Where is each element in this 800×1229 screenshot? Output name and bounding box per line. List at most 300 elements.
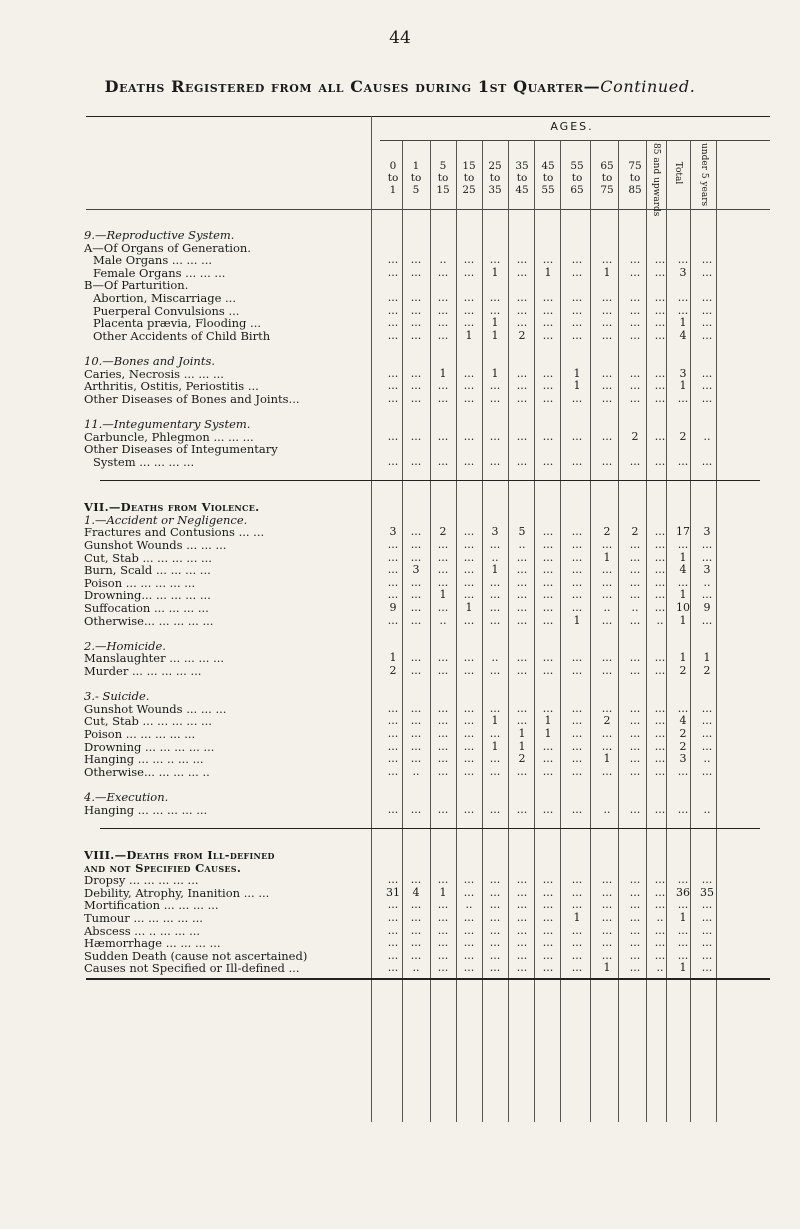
- row-label: VII.—Deaths from Violence.: [84, 500, 260, 515]
- table-cell: ...: [654, 701, 666, 715]
- table-cell: ...: [701, 253, 713, 267]
- table-cell: ...: [516, 898, 528, 912]
- table-cell: ...: [654, 936, 666, 950]
- table-cell: ...: [542, 701, 554, 715]
- row-label: Hanging ... ... ... ... ...: [84, 802, 208, 817]
- table-cell: ...: [571, 454, 583, 468]
- table-cell: ...: [437, 726, 449, 740]
- table-cell: ...: [410, 366, 422, 380]
- table-cell: ...: [601, 588, 613, 602]
- table-cell: ...: [571, 752, 583, 766]
- table-cell: 1: [439, 366, 447, 380]
- table-cell: ...: [516, 948, 528, 962]
- table-cell: ...: [463, 429, 475, 443]
- table-cell: 1: [544, 726, 552, 740]
- table-cell: ...: [654, 752, 666, 766]
- table-cell: ...: [629, 291, 641, 304]
- table-cell: ..: [703, 802, 711, 816]
- table-cell: ...: [387, 910, 399, 924]
- table-cell: ...: [571, 885, 583, 899]
- table-cell: ...: [489, 802, 501, 816]
- table-cell: 4: [412, 885, 420, 899]
- table-cell: 3: [703, 563, 711, 577]
- age-bound: 35: [488, 184, 502, 196]
- table-cell: ...: [601, 910, 613, 924]
- table-cell: ...: [463, 253, 475, 267]
- table-cell: ...: [437, 537, 449, 551]
- table-cell: ...: [542, 575, 554, 589]
- row-label: Poison ... ... ... ... ...: [84, 726, 196, 741]
- table-cell: ...: [437, 303, 449, 317]
- table-cell: ...: [571, 739, 583, 753]
- table-cell: ...: [701, 873, 713, 887]
- table-cell: ...: [437, 936, 449, 950]
- table-cell: ...: [654, 525, 666, 539]
- table-cell: 35: [700, 885, 714, 899]
- age-bound: to: [516, 172, 528, 184]
- table-cell: ...: [629, 316, 641, 330]
- table-cell: ...: [677, 898, 689, 912]
- table-cell: ...: [629, 379, 641, 393]
- table-cell: ..: [439, 613, 447, 627]
- table-cell: ...: [571, 726, 583, 740]
- table-cell: ...: [654, 253, 666, 267]
- table-row: [0, 961, 800, 975]
- table-cell: ...: [629, 537, 641, 551]
- table-cell: ...: [463, 303, 475, 317]
- row-label: Arthritis, Ostitis, Periostitis ...: [84, 379, 259, 394]
- table-cell: 1: [491, 739, 499, 753]
- table-cell: ...: [387, 739, 399, 753]
- table-cell: ...: [629, 923, 641, 937]
- table-cell: ...: [654, 328, 666, 342]
- table-cell: ...: [387, 752, 399, 766]
- table-cell: ...: [387, 429, 399, 443]
- table-cell: ...: [677, 303, 689, 317]
- table-cell: ...: [516, 454, 528, 468]
- table-top-rule: [86, 116, 770, 117]
- table-cell: ...: [516, 303, 528, 317]
- table-cell: ...: [463, 613, 475, 627]
- table-cell: ...: [516, 429, 528, 443]
- table-cell: ...: [542, 429, 554, 443]
- table-cell: ...: [601, 663, 613, 677]
- table-cell: ...: [542, 600, 554, 614]
- table-cell: ...: [701, 454, 713, 468]
- table-cell: 1: [603, 550, 611, 564]
- table-cell: ...: [629, 898, 641, 912]
- table-cell: 2: [679, 739, 687, 753]
- table-cell: ...: [654, 873, 666, 887]
- table-cell: ...: [677, 253, 689, 267]
- row-label: Drowning... ... ... ... ...: [84, 588, 211, 603]
- table-cell: ...: [437, 961, 449, 975]
- table-cell: 3: [389, 525, 397, 539]
- table-cell: ...: [601, 316, 613, 330]
- table-bottom-rule: [86, 978, 770, 980]
- age-bound: 1: [412, 160, 420, 172]
- table-cell: ...: [387, 873, 399, 887]
- age-bound: to: [463, 172, 475, 184]
- table-cell: ...: [654, 948, 666, 962]
- table-cell: 1: [679, 588, 687, 602]
- table-cell: 1: [491, 563, 499, 577]
- age-bound: 45: [515, 184, 529, 196]
- table-cell: ...: [463, 588, 475, 602]
- table-cell: 1: [679, 613, 687, 627]
- table-cell: ...: [463, 948, 475, 962]
- table-cell: ...: [571, 525, 583, 539]
- table-cell: 2: [631, 525, 639, 539]
- table-cell: ...: [601, 764, 613, 778]
- table-cell: 1: [518, 726, 526, 740]
- row-label: System ... ... ... ...: [93, 454, 195, 469]
- row-label: 10.—Bones and Joints.: [84, 354, 216, 368]
- table-cell: ...: [601, 885, 613, 899]
- table-cell: ...: [601, 898, 613, 912]
- table-cell: ...: [629, 802, 641, 816]
- table-cell: ...: [654, 563, 666, 577]
- age-bound: to: [410, 172, 422, 184]
- row-label: Male Organs ... ... ...: [93, 253, 213, 268]
- table-cell: ...: [629, 588, 641, 602]
- table-cell: 9: [389, 600, 397, 614]
- row-label: and not Specified Causes.: [84, 860, 242, 875]
- table-cell: ...: [542, 366, 554, 380]
- table-cell: 1: [679, 316, 687, 330]
- table-cell: ...: [677, 391, 689, 405]
- table-cell: ...: [463, 366, 475, 380]
- table-cell: ...: [387, 379, 399, 393]
- age-column-header: [457, 160, 481, 196]
- table-cell: ...: [387, 898, 399, 912]
- table-cell: ...: [463, 714, 475, 728]
- table-cell: ...: [489, 663, 501, 677]
- table-cell: 1: [603, 752, 611, 766]
- table-cell: ...: [629, 726, 641, 740]
- table-cell: ...: [410, 948, 422, 962]
- table-cell: ...: [654, 885, 666, 899]
- table-cell: ...: [571, 764, 583, 778]
- row-label: Cut, Stab ... ... ... ... ...: [84, 550, 212, 565]
- age-bound: to: [629, 172, 641, 184]
- table-cell: 1: [703, 651, 711, 665]
- table-cell: ...: [516, 575, 528, 589]
- table-cell: ...: [516, 253, 528, 267]
- table-cell: 2: [518, 328, 526, 342]
- age-bound: 5: [439, 160, 447, 172]
- table-cell: ...: [701, 726, 713, 740]
- table-cell: ...: [571, 936, 583, 950]
- row-label: Burn, Scald ... ... ... ...: [84, 563, 211, 578]
- ages-header: AGES.: [550, 120, 594, 133]
- table-cell: ...: [387, 454, 399, 468]
- table-cell: ...: [489, 764, 501, 778]
- table-cell: ..: [656, 910, 664, 924]
- table-cell: ...: [463, 391, 475, 405]
- table-cell: ...: [516, 588, 528, 602]
- table-cell: ...: [410, 303, 422, 317]
- table-cell: ...: [654, 898, 666, 912]
- table-cell: 3: [412, 563, 420, 577]
- table-cell: ...: [410, 663, 422, 677]
- table-cell: ...: [437, 739, 449, 753]
- age-column-header: [564, 160, 590, 196]
- table-cell: 3: [491, 525, 499, 539]
- table-cell: ...: [516, 961, 528, 975]
- table-cell: ...: [542, 873, 554, 887]
- row-label: Causes not Specified or Ill-defined ...: [84, 961, 300, 976]
- table-cell: ...: [437, 898, 449, 912]
- table-cell: ...: [410, 328, 422, 342]
- table-cell: ...: [629, 454, 641, 468]
- header-bottom-rule: [86, 209, 770, 210]
- table-cell: ...: [410, 898, 422, 912]
- table-cell: ...: [463, 802, 475, 816]
- table-cell: ...: [387, 923, 399, 937]
- age-bound: 75: [600, 184, 614, 196]
- table-cell: ...: [601, 303, 613, 317]
- table-cell: ...: [387, 253, 399, 267]
- table-cell: ...: [571, 316, 583, 330]
- table-cell: ...: [463, 379, 475, 393]
- table-cell: ...: [571, 701, 583, 715]
- table-cell: ...: [489, 303, 501, 317]
- table-cell: ...: [516, 936, 528, 950]
- table-cell: 1: [465, 600, 473, 614]
- table-cell: ...: [542, 379, 554, 393]
- table-cell: ...: [629, 366, 641, 380]
- table-cell: ...: [463, 537, 475, 551]
- table-cell: ...: [463, 663, 475, 677]
- table-cell: ...: [437, 291, 449, 304]
- table-cell: ...: [463, 651, 475, 665]
- table-cell: ...: [701, 366, 713, 380]
- table-cell: ...: [463, 885, 475, 899]
- table-cell: ...: [654, 600, 666, 614]
- table-cell: ...: [437, 802, 449, 816]
- row-label: Otherwise... ... ... ... ..: [84, 764, 210, 779]
- table-cell: ...: [601, 537, 613, 551]
- row-label: Other Accidents of Child Birth: [93, 328, 271, 343]
- table-cell: ...: [542, 253, 554, 267]
- table-cell: ...: [387, 936, 399, 950]
- table-cell: ...: [387, 764, 399, 778]
- age-bound: 85: [628, 184, 642, 196]
- table-cell: ...: [571, 948, 583, 962]
- age-bound: to: [489, 172, 501, 184]
- table-cell: ...: [601, 291, 613, 304]
- table-cell: ...: [542, 613, 554, 627]
- table-cell: ...: [629, 575, 641, 589]
- table-cell: ...: [701, 764, 713, 778]
- table-cell: ...: [437, 764, 449, 778]
- table-cell: ...: [437, 663, 449, 677]
- table-cell: ...: [410, 316, 422, 330]
- table-cell: 1: [573, 366, 581, 380]
- table-cell: 1: [491, 714, 499, 728]
- table-cell: ...: [601, 936, 613, 950]
- age-column-header: [382, 160, 404, 196]
- table-cell: 1: [491, 316, 499, 330]
- table-cell: ...: [516, 714, 528, 728]
- age-bound: 15: [436, 184, 450, 196]
- table-cell: ...: [701, 303, 713, 317]
- row-label: Hæmorrhage ... ... ... ...: [84, 936, 221, 951]
- age-bound: 1: [389, 184, 397, 196]
- table-cell: ...: [629, 885, 641, 899]
- row-label: Abscess ... .. ... ... ...: [84, 923, 201, 938]
- table-cell: 3: [703, 525, 711, 539]
- table-cell: ...: [437, 265, 449, 279]
- table-cell: ...: [629, 739, 641, 753]
- table-cell: 2: [603, 525, 611, 539]
- table-cell: ...: [571, 253, 583, 267]
- table-cell: ...: [463, 961, 475, 975]
- table-cell: ...: [571, 873, 583, 887]
- table-cell: ...: [629, 910, 641, 924]
- table-cell: ...: [463, 910, 475, 924]
- table-cell: ...: [387, 328, 399, 342]
- row-label: Puerperal Convulsions ...: [93, 303, 240, 318]
- table-cell: 1: [679, 550, 687, 564]
- table-row: [0, 455, 800, 469]
- table-cell: ...: [387, 714, 399, 728]
- table-cell: ...: [571, 600, 583, 614]
- row-label: Manslaughter ... ... ... ...: [84, 651, 225, 666]
- row-label: Drowning ... ... ... ... ...: [84, 739, 215, 754]
- table-cell: ...: [410, 726, 422, 740]
- table-cell: ...: [489, 701, 501, 715]
- table-cell: 1: [389, 651, 397, 665]
- table-cell: ...: [516, 550, 528, 564]
- row-label: Debility, Atrophy, Inanition ... ...: [84, 885, 270, 900]
- table-cell: ...: [629, 253, 641, 267]
- table-cell: ...: [489, 752, 501, 766]
- table-cell: ...: [410, 454, 422, 468]
- row-label: Other Diseases of Integumentary: [84, 442, 278, 457]
- age-bound: 0: [389, 160, 397, 172]
- table-cell: ..: [603, 600, 611, 614]
- table-cell: ...: [489, 936, 501, 950]
- table-cell: 2: [679, 663, 687, 677]
- table-cell: 3: [679, 366, 687, 380]
- row-label: Gunshot Wounds ... ... ...: [84, 701, 227, 716]
- table-cell: ...: [410, 739, 422, 753]
- table-cell: ...: [654, 366, 666, 380]
- table-cell: ...: [571, 663, 583, 677]
- table-cell: ...: [387, 802, 399, 816]
- table-cell: ..: [656, 613, 664, 627]
- table-cell: ...: [387, 316, 399, 330]
- table-cell: ...: [410, 802, 422, 816]
- table-cell: 9: [703, 600, 711, 614]
- table-cell: ...: [571, 714, 583, 728]
- table-cell: ...: [701, 923, 713, 937]
- table-cell: ...: [571, 391, 583, 405]
- table-cell: ...: [677, 873, 689, 887]
- row-label: 1.—Accident or Negligence.: [84, 512, 248, 527]
- table-cell: ...: [654, 575, 666, 589]
- table-cell: ...: [542, 550, 554, 564]
- table-cell: ...: [701, 537, 713, 551]
- table-cell: ...: [542, 752, 554, 766]
- table-cell: ...: [410, 651, 422, 665]
- table-cell: 1: [491, 265, 499, 279]
- table-cell: ...: [516, 764, 528, 778]
- table-cell: ...: [654, 663, 666, 677]
- table-cell: ...: [410, 253, 422, 267]
- table-cell: ...: [387, 701, 399, 715]
- row-label: Tumour ... ... ... ... ...: [84, 910, 203, 925]
- table-cell: ...: [654, 291, 666, 304]
- row-label: B—Of Parturition.: [84, 278, 189, 293]
- table-cell: ...: [489, 391, 501, 405]
- row-label: Otherwise... ... ... ... ...: [84, 613, 214, 628]
- table-cell: ...: [463, 525, 475, 539]
- table-cell: ...: [489, 253, 501, 267]
- table-cell: ...: [542, 303, 554, 317]
- col-under5-header: under 5 years: [699, 143, 709, 207]
- row-label: Poison ... ... ... ... ...: [84, 575, 196, 590]
- table-cell: ...: [542, 391, 554, 405]
- table-cell: ...: [410, 575, 422, 589]
- table-cell: ...: [387, 366, 399, 380]
- table-cell: ...: [654, 454, 666, 468]
- table-cell: ...: [701, 391, 713, 405]
- table-cell: 3: [679, 265, 687, 279]
- row-label: Placenta prævia, Flooding ...: [93, 316, 262, 331]
- table-cell: ..: [412, 764, 420, 778]
- table-cell: ...: [701, 739, 713, 753]
- table-cell: ...: [542, 936, 554, 950]
- table-cell: ...: [654, 739, 666, 753]
- table-cell: ...: [463, 316, 475, 330]
- table-cell: ...: [542, 291, 554, 304]
- table-cell: 1: [544, 714, 552, 728]
- table-cell: ...: [387, 550, 399, 564]
- table-cell: ...: [437, 873, 449, 887]
- table-cell: ...: [437, 563, 449, 577]
- table-cell: ...: [542, 910, 554, 924]
- table-cell: ...: [701, 328, 713, 342]
- age-bound: 45: [541, 160, 555, 172]
- table-cell: 1: [491, 366, 499, 380]
- table-cell: ...: [542, 651, 554, 665]
- table-cell: ...: [437, 910, 449, 924]
- table-cell: ...: [463, 739, 475, 753]
- table-cell: ...: [542, 885, 554, 899]
- table-cell: ...: [489, 885, 501, 899]
- table-cell: ...: [516, 651, 528, 665]
- table-cell: 2: [518, 752, 526, 766]
- table-cell: ...: [629, 303, 641, 317]
- table-cell: ...: [629, 265, 641, 279]
- table-cell: ...: [701, 948, 713, 962]
- table-cell: 2: [389, 663, 397, 677]
- table-cell: ...: [677, 948, 689, 962]
- table-cell: ...: [542, 663, 554, 677]
- table-cell: ...: [677, 764, 689, 778]
- table-cell: ...: [437, 550, 449, 564]
- table-cell: ...: [387, 588, 399, 602]
- age-bound: 25: [488, 160, 502, 172]
- table-cell: ...: [601, 575, 613, 589]
- table-cell: ...: [410, 701, 422, 715]
- table-cell: 2: [439, 525, 447, 539]
- row-label: Other Diseases of Bones and Joints...: [84, 391, 300, 406]
- table-cell: ...: [410, 291, 422, 304]
